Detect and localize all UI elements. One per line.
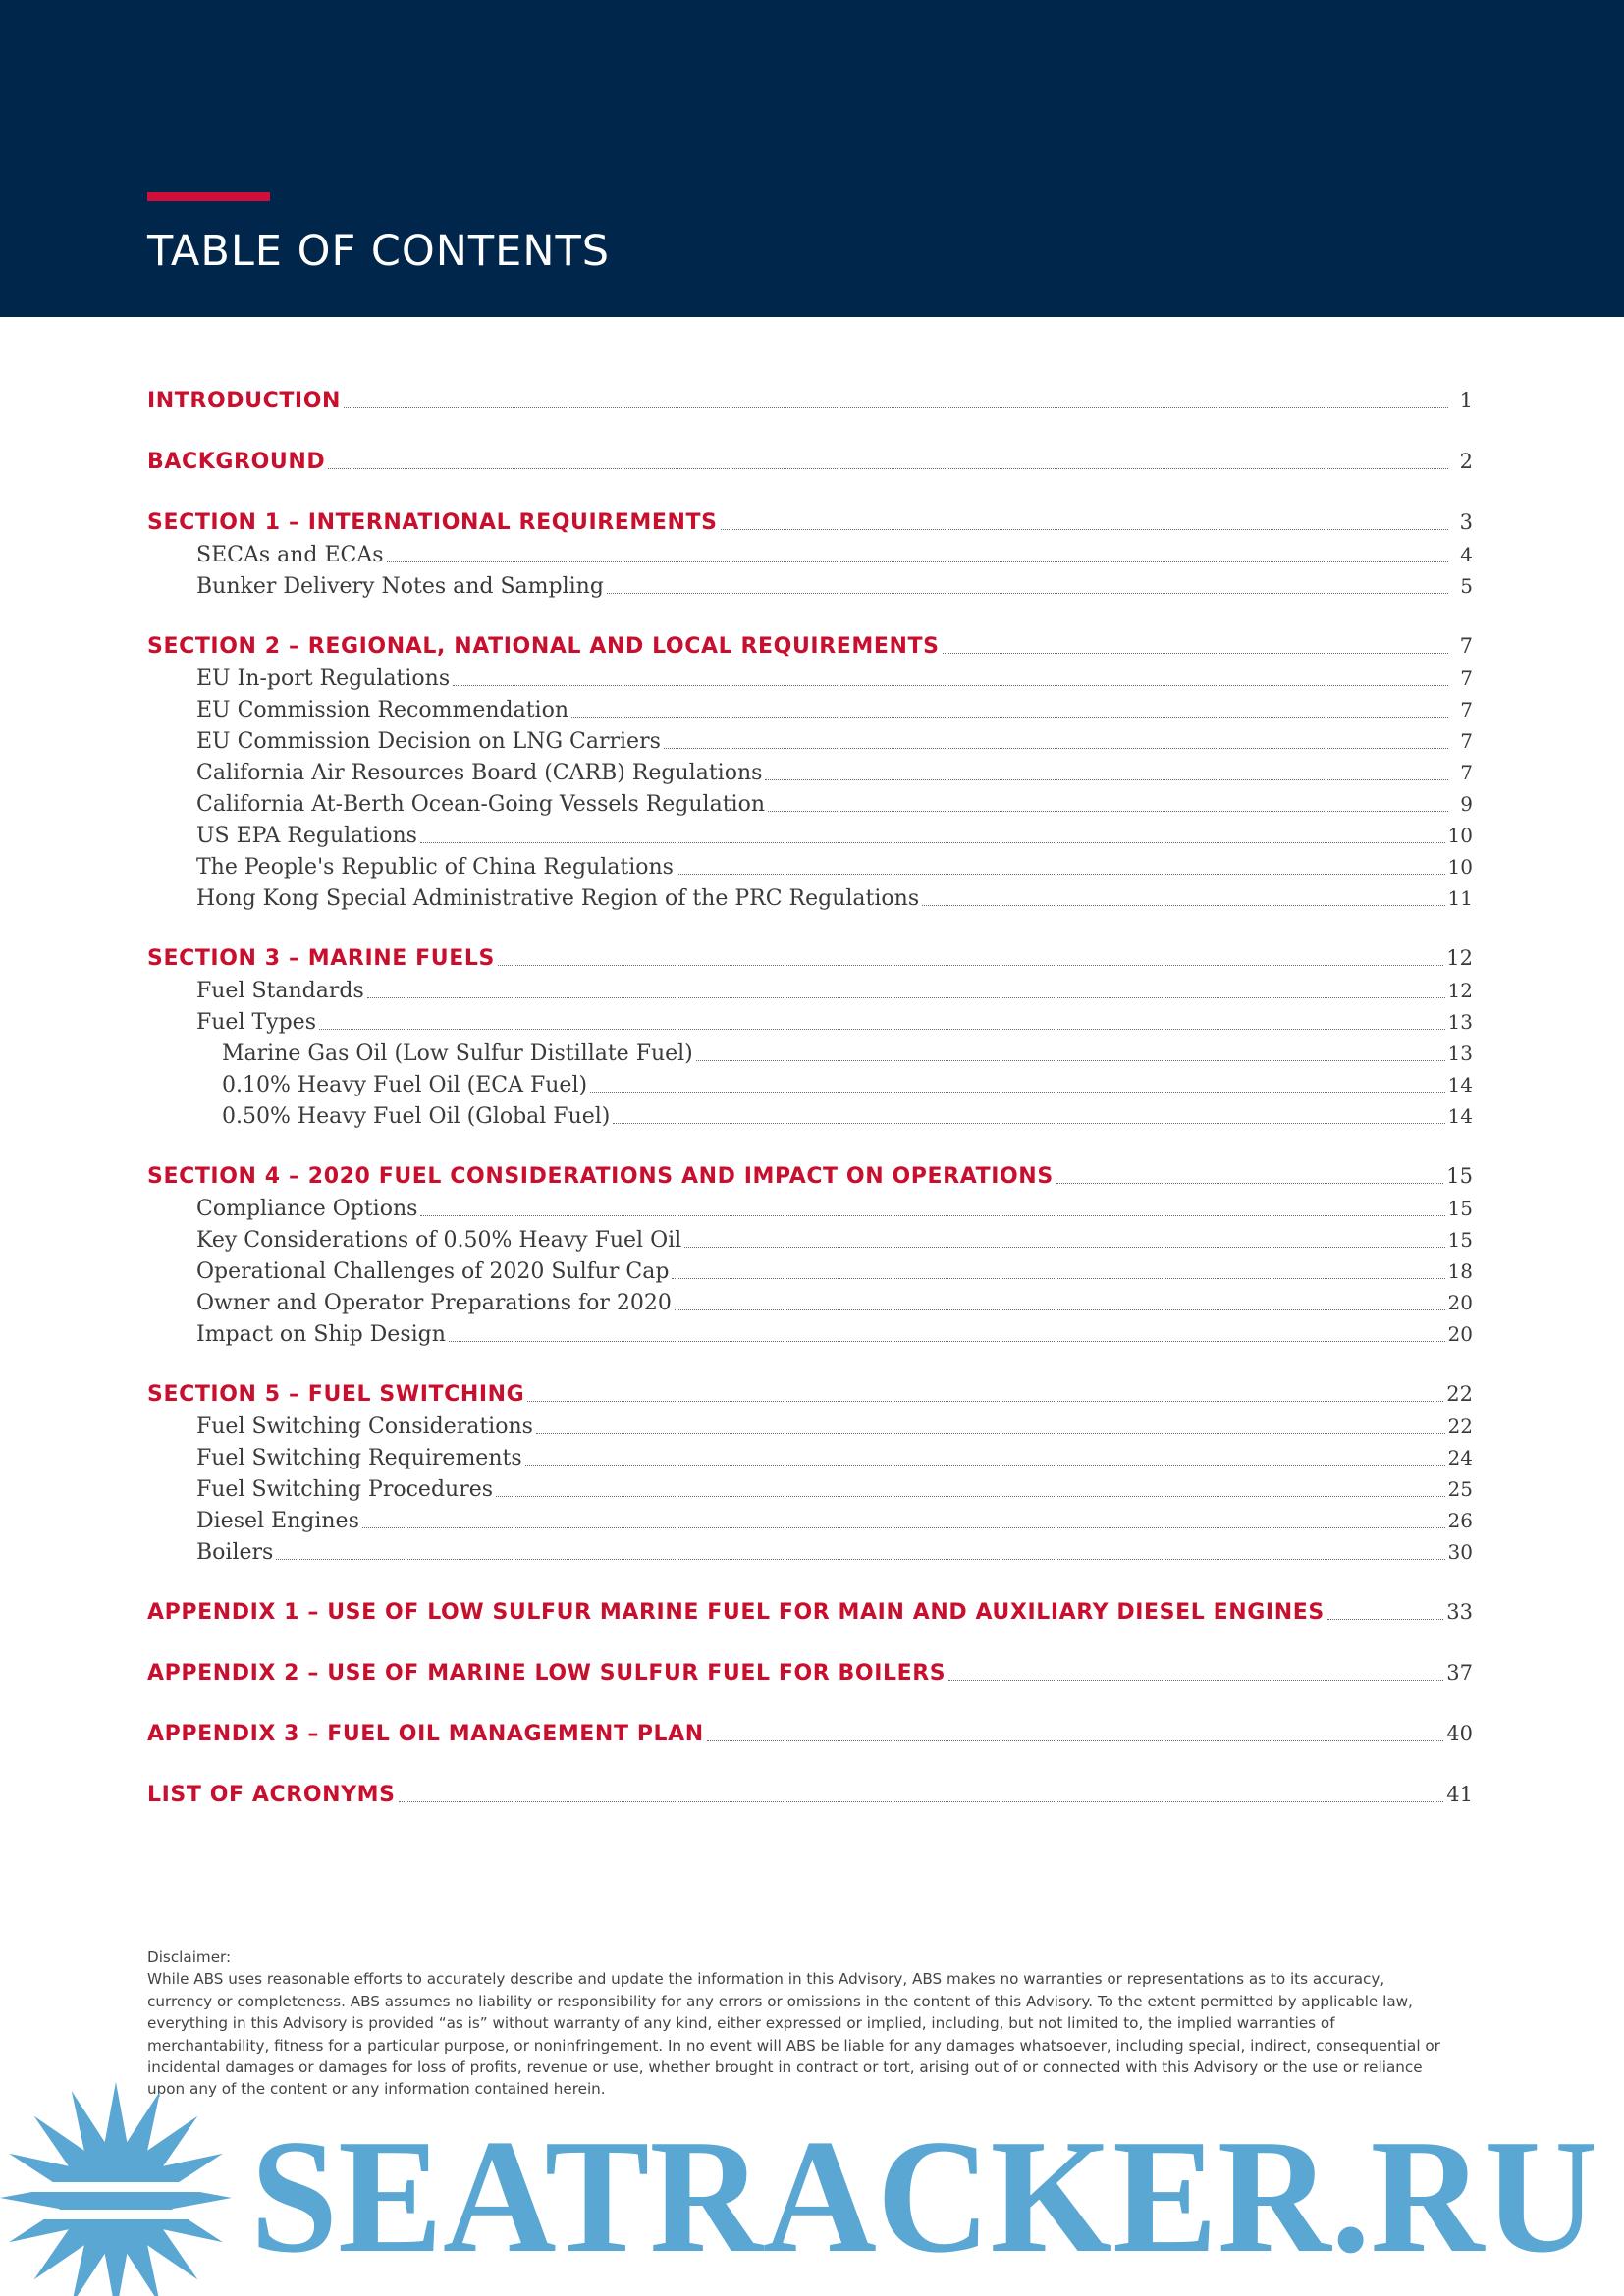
toc-subsection-entry[interactable] <box>147 820 1473 851</box>
dot-leader <box>677 874 1445 875</box>
toc-page-number[interactable]: 10 <box>1447 824 1473 847</box>
toc-page-number[interactable]: 25 <box>1447 1477 1473 1501</box>
toc-entry-title[interactable]: California At-Berth Ocean-Going Vessels Regulation <box>196 792 766 817</box>
dot-leader <box>362 1527 1445 1528</box>
toc-entry-title[interactable]: Fuel Switching Procedures <box>196 1477 494 1502</box>
toc-entry-title[interactable]: APPENDIX 2 – USE OF MARINE LOW SULFUR FUEL FOR BOILERS <box>147 1661 947 1685</box>
toc-entry-title[interactable]: SECTION 4 – 2020 FUEL CONSIDERATIONS AND IMPACT ON OPERATIONS <box>147 1164 1054 1189</box>
toc-entry-title[interactable]: Owner and Operator Preparations for 2020 <box>196 1291 672 1315</box>
toc-entry-title[interactable]: Key Considerations of 0.50% Heavy Fuel Oil <box>196 1228 682 1253</box>
toc-section-entry[interactable] <box>147 1378 1473 1411</box>
toc-group <box>147 1657 1473 1689</box>
dot-leader <box>449 1341 1445 1342</box>
toc-subsection-entry[interactable] <box>147 1442 1473 1473</box>
dot-leader <box>319 1029 1445 1030</box>
toc-group <box>147 1378 1473 1568</box>
toc-entry-title[interactable]: SECAs and ECAs <box>196 543 384 567</box>
toc-page-number[interactable]: 15 <box>1447 1228 1473 1252</box>
toc-entry-title[interactable]: California Air Resources Board (CARB) Regulations <box>196 761 763 785</box>
dot-leader <box>948 1680 1443 1681</box>
toc-section-entry[interactable] <box>147 1718 1473 1750</box>
toc-section-entry[interactable] <box>147 507 1473 539</box>
toc-entry-title[interactable]: SECTION 2 – REGIONAL, NATIONAL AND LOCAL REQUIREMENTS <box>147 634 940 659</box>
dot-leader <box>765 779 1448 780</box>
toc-subsection-entry[interactable] <box>147 1100 1473 1132</box>
dot-leader <box>344 407 1448 408</box>
dot-leader <box>496 1496 1445 1497</box>
toc-section-entry[interactable] <box>147 385 1473 417</box>
toc-subsection-entry[interactable] <box>147 725 1473 757</box>
sun-logo-icon <box>0 2082 245 2296</box>
toc-entry-title[interactable]: Fuel Types <box>196 1010 316 1035</box>
dot-leader <box>707 1740 1443 1741</box>
dot-leader <box>420 842 1445 843</box>
dot-leader <box>1056 1183 1444 1184</box>
toc-subsection-entry[interactable] <box>147 975 1473 1006</box>
toc-group <box>147 507 1473 602</box>
toc-subsection-entry[interactable] <box>147 757 1473 788</box>
toc-entry-title[interactable]: Marine Gas Oil (Low Sulfur Distillate Fuel) <box>222 1041 693 1066</box>
dot-leader <box>536 1433 1445 1434</box>
dot-leader <box>399 1801 1444 1802</box>
toc-page-number[interactable]: 7 <box>1460 698 1473 721</box>
toc-page-number[interactable]: 14 <box>1447 1073 1473 1096</box>
toc-entry-title[interactable]: SECTION 3 – MARINE FUELS <box>147 946 495 971</box>
toc-subsection-entry[interactable] <box>147 882 1473 914</box>
toc-entry-title[interactable]: BACKGROUND <box>147 450 326 474</box>
toc-entry-title[interactable]: Fuel Switching Considerations <box>196 1415 533 1439</box>
dot-leader <box>367 997 1445 998</box>
toc-subsection-entry[interactable] <box>147 1473 1473 1505</box>
accent-bar <box>147 192 270 201</box>
toc-section-entry[interactable] <box>147 630 1473 663</box>
disclaimer-heading: Disclaimer: <box>147 1949 232 1966</box>
toc-subsection-entry[interactable] <box>147 1287 1473 1318</box>
toc-group <box>147 446 1473 478</box>
toc-page-number[interactable]: 24 <box>1447 1446 1473 1469</box>
toc-entry-title[interactable]: US EPA Regulations <box>196 824 417 848</box>
toc-subsection-entry[interactable] <box>147 788 1473 820</box>
dot-leader <box>943 653 1448 654</box>
toc-group <box>147 630 1473 914</box>
toc-subsection-entry[interactable] <box>147 1536 1473 1568</box>
toc-subsection-entry[interactable] <box>147 663 1473 694</box>
toc-page-number[interactable]: 20 <box>1447 1291 1473 1314</box>
toc-group <box>147 385 1473 417</box>
toc-page-number[interactable]: 14 <box>1447 1104 1473 1128</box>
toc-subsection-entry[interactable] <box>147 1224 1473 1255</box>
toc-subsection-entry[interactable] <box>147 1505 1473 1536</box>
toc-page-number[interactable]: 33 <box>1446 1600 1473 1624</box>
toc-page-number[interactable]: 12 <box>1447 979 1473 1002</box>
toc-page-number[interactable]: 7 <box>1460 729 1473 753</box>
toc-entry-title[interactable]: Bunker Delivery Notes and Sampling <box>196 574 604 599</box>
toc-entry-title[interactable]: 0.50% Heavy Fuel Oil (Global Fuel) <box>222 1104 611 1129</box>
dot-leader <box>276 1559 1444 1560</box>
dot-leader <box>675 1309 1445 1310</box>
watermark-text: SEATRACKER.RU <box>250 2106 1597 2286</box>
toc-page-number[interactable]: 22 <box>1447 1415 1473 1438</box>
dot-leader <box>453 685 1448 686</box>
toc-subsection-entry[interactable] <box>147 1069 1473 1100</box>
toc-page-number[interactable]: 40 <box>1446 1722 1473 1745</box>
watermark <box>0 2066 1624 2296</box>
toc-page-number[interactable]: 37 <box>1446 1661 1473 1684</box>
dot-leader <box>420 1215 1444 1216</box>
toc-entry-title[interactable]: Diesel Engines <box>196 1509 359 1533</box>
toc-subsection-entry[interactable] <box>147 694 1473 725</box>
toc-entry-title[interactable]: APPENDIX 1 – USE OF LOW SULFUR MARINE FUEL FOR MAIN AND AUXILIARY DIESEL ENGINES <box>147 1600 1325 1625</box>
dot-leader <box>571 717 1448 718</box>
toc-entry-title[interactable]: Hong Kong Special Administrative Region of the PRC Regulations <box>196 886 920 911</box>
toc-entry-title[interactable]: Fuel Standards <box>196 979 364 1003</box>
toc-subsection-entry[interactable] <box>147 539 1473 570</box>
toc-group <box>147 1160 1473 1350</box>
toc-page-number[interactable]: 7 <box>1460 761 1473 784</box>
toc-page-number[interactable]: 15 <box>1446 1164 1473 1188</box>
header-band <box>0 0 1624 317</box>
dot-leader <box>525 1465 1445 1466</box>
toc-entry-title[interactable]: EU Commission Decision on LNG Carriers <box>196 729 661 754</box>
toc-group <box>147 1596 1473 1629</box>
toc-entry-title[interactable]: Fuel Switching Requirements <box>196 1446 522 1470</box>
dot-leader <box>672 1278 1444 1279</box>
dot-leader <box>387 561 1448 562</box>
dot-leader <box>768 811 1448 812</box>
dot-leader <box>696 1060 1445 1061</box>
table-of-contents <box>147 385 1473 1840</box>
toc-entry-title[interactable]: Impact on Ship Design <box>196 1322 446 1347</box>
dot-leader <box>1327 1619 1443 1620</box>
toc-group <box>147 942 1473 1132</box>
toc-entry-title[interactable]: SECTION 1 – INTERNATIONAL REQUIREMENTS <box>147 510 718 535</box>
toc-subsection-entry[interactable] <box>147 570 1473 602</box>
toc-subsection-entry[interactable] <box>147 1255 1473 1287</box>
toc-page-number[interactable]: 7 <box>1459 634 1473 658</box>
toc-group <box>147 1779 1473 1811</box>
toc-entry-title[interactable]: APPENDIX 3 – FUEL OIL MANAGEMENT PLAN <box>147 1722 704 1746</box>
toc-page-number[interactable]: 26 <box>1447 1509 1473 1532</box>
toc-page-number[interactable]: 4 <box>1460 543 1473 566</box>
toc-subsection-entry[interactable] <box>147 1193 1473 1224</box>
toc-page-number[interactable]: 12 <box>1446 946 1473 970</box>
toc-entry-title[interactable]: EU In-port Regulations <box>196 667 451 691</box>
toc-page-number[interactable]: 41 <box>1446 1783 1473 1806</box>
toc-subsection-entry[interactable] <box>147 851 1473 882</box>
dot-leader <box>527 1401 1443 1402</box>
toc-page-number[interactable]: 9 <box>1460 792 1473 816</box>
toc-page-number[interactable]: 15 <box>1447 1197 1473 1220</box>
toc-page-number[interactable]: 20 <box>1447 1322 1473 1346</box>
toc-entry-title[interactable]: SECTION 5 – FUEL SWITCHING <box>147 1382 525 1407</box>
dot-leader <box>498 965 1443 966</box>
toc-section-entry[interactable] <box>147 1657 1473 1689</box>
toc-entry-title[interactable]: Boilers <box>196 1540 274 1565</box>
toc-section-entry[interactable] <box>147 942 1473 975</box>
toc-page-number[interactable]: 30 <box>1447 1540 1473 1564</box>
toc-section-entry[interactable] <box>147 1779 1473 1811</box>
toc-page-number[interactable]: 22 <box>1446 1382 1473 1406</box>
toc-page-number[interactable]: 10 <box>1447 855 1473 879</box>
dot-leader <box>613 1123 1444 1124</box>
toc-entry-title[interactable]: 0.10% Heavy Fuel Oil (ECA Fuel) <box>222 1073 588 1097</box>
toc-subsection-entry[interactable] <box>147 1411 1473 1442</box>
toc-entry-title[interactable]: Compliance Options <box>196 1197 418 1221</box>
toc-group <box>147 1718 1473 1750</box>
toc-page-number[interactable]: 1 <box>1459 389 1473 412</box>
dot-leader <box>328 468 1448 469</box>
toc-entry-title[interactable]: Operational Challenges of 2020 Sulfur Cap <box>196 1259 670 1284</box>
dot-leader <box>684 1247 1444 1248</box>
toc-section-entry[interactable] <box>147 446 1473 478</box>
toc-page-number[interactable]: 5 <box>1460 574 1473 598</box>
dot-leader <box>922 905 1444 906</box>
toc-subsection-entry[interactable] <box>147 1318 1473 1350</box>
toc-page-number[interactable]: 11 <box>1447 886 1473 910</box>
toc-page-number[interactable]: 18 <box>1447 1259 1473 1283</box>
toc-entry-title[interactable]: EU Commission Recommendation <box>196 698 569 722</box>
dot-leader <box>607 593 1448 594</box>
toc-entry-title[interactable]: INTRODUCTION <box>147 389 342 413</box>
toc-subsection-entry[interactable] <box>147 1006 1473 1038</box>
dot-leader <box>721 529 1448 530</box>
toc-page-number[interactable]: 13 <box>1447 1010 1473 1034</box>
toc-page-number[interactable]: 7 <box>1460 667 1473 690</box>
toc-page-number[interactable]: 13 <box>1447 1041 1473 1065</box>
toc-page-number[interactable]: 2 <box>1459 450 1473 473</box>
toc-section-entry[interactable] <box>147 1160 1473 1193</box>
dot-leader <box>590 1092 1444 1093</box>
page-title: TABLE OF CONTENTS <box>147 227 611 276</box>
toc-subsection-entry[interactable] <box>147 1038 1473 1069</box>
toc-entry-title[interactable]: The People's Republic of China Regulations <box>196 855 674 880</box>
toc-section-entry[interactable] <box>147 1596 1473 1629</box>
dot-leader <box>664 748 1448 749</box>
toc-page-number[interactable]: 3 <box>1459 510 1473 534</box>
toc-entry-title[interactable]: LIST OF ACRONYMS <box>147 1783 396 1807</box>
disclaimer-body: While ABS uses reasonable efforts to accurately describe and update the information in this Advisory, ABS makes no warranties or representations as to its accuracy, currency or completeness. ABS assumes no liability or responsibility for any errors or omissions in the content of this Advisory. To the extent permitted by applicable law, everything in this Advisory is provided “as is” without warranty of any kind, either expressed or implied, including, but not limited to, the implied warranties of merchantability, fitness for a particular purpose, or noninfringement. In no event will ABS be liable for any damages whatsoever, including special, indirect, consequential or incidental damages or damages for loss of profits, revenue or use, whether brought in contract or tort, arising out of or connected with this Advisory or the use or reliance upon any of the content or any information contained herein. <box>147 1970 1440 2099</box>
